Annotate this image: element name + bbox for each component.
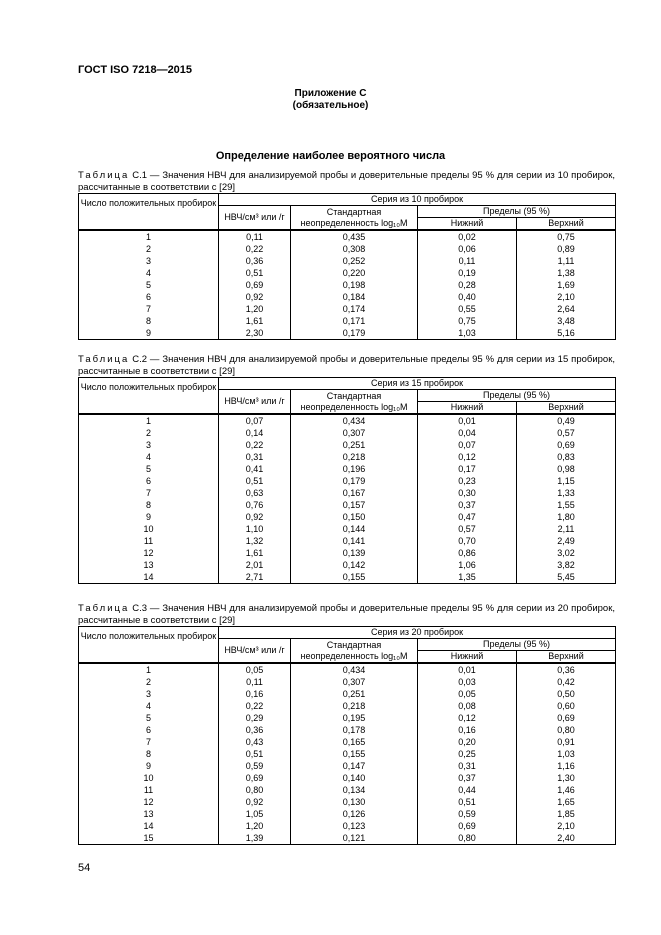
cell-mpn: 0,22 (219, 243, 291, 255)
cell-upper: 0,49 (517, 414, 616, 427)
cell-positives: 2 (79, 243, 219, 255)
cell-positives: 4 (79, 267, 219, 279)
cell-lower: 0,01 (418, 414, 517, 427)
cell-mpn: 2,71 (219, 571, 291, 584)
cell-mpn: 0,29 (219, 712, 291, 724)
cell-uncertainty: 0,142 (291, 559, 418, 571)
cell-positives: 5 (79, 463, 219, 475)
cell-lower: 0,06 (418, 243, 517, 255)
cell-positives: 9 (79, 327, 219, 340)
cell-upper: 0,57 (517, 427, 616, 439)
cell-upper: 0,60 (517, 700, 616, 712)
cell-lower: 0,37 (418, 499, 517, 511)
cell-lower: 0,04 (418, 427, 517, 439)
cell-positives: 15 (79, 832, 219, 845)
cell-uncertainty: 0,218 (291, 700, 418, 712)
header-limits: Пределы (95 %) (418, 639, 616, 651)
cell-mpn: 0,41 (219, 463, 291, 475)
cell-lower: 0,25 (418, 748, 517, 760)
header-upper: Верхний (517, 402, 616, 415)
cell-upper: 5,45 (517, 571, 616, 584)
cell-upper: 0,75 (517, 230, 616, 243)
cell-upper: 1,03 (517, 748, 616, 760)
cell-lower: 0,51 (418, 796, 517, 808)
cell-uncertainty: 0,184 (291, 291, 418, 303)
mpn-table (78, 193, 616, 340)
cell-lower: 0,80 (418, 832, 517, 845)
cell-uncertainty: 0,179 (291, 327, 418, 340)
cell-uncertainty: 0,155 (291, 748, 418, 760)
cell-positives: 10 (79, 772, 219, 784)
cell-lower: 1,03 (418, 327, 517, 340)
cell-upper: 1,55 (517, 499, 616, 511)
table-row (79, 547, 616, 559)
table-row (79, 303, 616, 315)
table-row (79, 663, 616, 676)
cell-uncertainty: 0,141 (291, 535, 418, 547)
cell-uncertainty: 0,218 (291, 451, 418, 463)
cell-positives: 7 (79, 487, 219, 499)
cell-lower: 1,35 (418, 571, 517, 584)
cell-lower: 0,03 (418, 676, 517, 688)
cell-uncertainty: 0,134 (291, 784, 418, 796)
cell-uncertainty: 0,307 (291, 676, 418, 688)
table-row (79, 772, 616, 784)
cell-uncertainty: 0,165 (291, 736, 418, 748)
cell-lower: 0,16 (418, 724, 517, 736)
cell-upper: 0,36 (517, 663, 616, 676)
cell-mpn: 0,14 (219, 427, 291, 439)
table-row (79, 230, 616, 243)
cell-positives: 4 (79, 451, 219, 463)
table-row (79, 571, 616, 584)
cell-positives: 3 (79, 255, 219, 267)
cell-positives: 8 (79, 315, 219, 327)
cell-upper: 0,69 (517, 712, 616, 724)
header-series: Серия из 20 пробирок (219, 627, 616, 639)
header-uncertainty: Стандартная неопределенность log₁₀M (291, 639, 418, 664)
table-row (79, 291, 616, 303)
cell-mpn: 1,32 (219, 535, 291, 547)
cell-uncertainty: 0,155 (291, 571, 418, 584)
cell-lower: 0,69 (418, 820, 517, 832)
cell-mpn: 0,92 (219, 511, 291, 523)
cell-upper: 1,15 (517, 475, 616, 487)
mpn-table (78, 377, 616, 584)
cell-mpn: 0,63 (219, 487, 291, 499)
cell-upper: 2,40 (517, 832, 616, 845)
table-row (79, 676, 616, 688)
cell-lower: 1,06 (418, 559, 517, 571)
cell-uncertainty: 0,195 (291, 712, 418, 724)
header-positives: Число положительных пробирок (79, 627, 219, 664)
annex-title: Приложение С (294, 88, 367, 99)
table-row (79, 315, 616, 327)
cell-positives: 1 (79, 663, 219, 676)
cell-positives: 3 (79, 688, 219, 700)
cell-mpn: 0,36 (219, 255, 291, 267)
table-row (79, 487, 616, 499)
cell-lower: 0,12 (418, 712, 517, 724)
table-row (79, 511, 616, 523)
cell-lower: 0,31 (418, 760, 517, 772)
cell-positives: 12 (79, 796, 219, 808)
cell-upper: 0,80 (517, 724, 616, 736)
cell-uncertainty: 0,179 (291, 475, 418, 487)
cell-positives: 7 (79, 303, 219, 315)
cell-mpn: 0,59 (219, 760, 291, 772)
cell-upper: 3,02 (517, 547, 616, 559)
cell-uncertainty: 0,434 (291, 663, 418, 676)
cell-uncertainty: 0,308 (291, 243, 418, 255)
table-row (79, 279, 616, 291)
table-row (79, 820, 616, 832)
cell-lower: 0,11 (418, 255, 517, 267)
cell-upper: 0,91 (517, 736, 616, 748)
table-row (79, 427, 616, 439)
page-number: 54 (78, 862, 91, 874)
header-mpn: НВЧ/см³ или /г (219, 206, 291, 231)
cell-mpn: 0,31 (219, 451, 291, 463)
cell-lower: 0,01 (418, 663, 517, 676)
cell-positives: 5 (79, 279, 219, 291)
cell-mpn: 0,22 (219, 439, 291, 451)
cell-mpn: 0,69 (219, 279, 291, 291)
annex-heading (0, 88, 661, 112)
cell-upper: 1,46 (517, 784, 616, 796)
cell-positives: 13 (79, 808, 219, 820)
cell-uncertainty: 0,307 (291, 427, 418, 439)
table-row (79, 327, 616, 340)
table-caption-text: С.2 — Значения НВЧ для анализируемой пробы и доверительные пределы 95 % для серии из 15 пробирок, рассчитанные в соответствии с [29] (78, 354, 615, 377)
cell-positives: 9 (79, 511, 219, 523)
cell-mpn: 1,61 (219, 547, 291, 559)
cell-lower: 0,70 (418, 535, 517, 547)
annex-status: (обязательное) (292, 100, 369, 111)
cell-mpn: 0,16 (219, 688, 291, 700)
cell-mpn: 1,20 (219, 820, 291, 832)
header-mpn: НВЧ/см³ или /г (219, 639, 291, 664)
cell-lower: 0,08 (418, 700, 517, 712)
cell-positives: 6 (79, 724, 219, 736)
cell-uncertainty: 0,123 (291, 820, 418, 832)
cell-upper: 1,80 (517, 511, 616, 523)
cell-upper: 1,85 (517, 808, 616, 820)
cell-upper: 2,10 (517, 291, 616, 303)
cell-lower: 0,02 (418, 230, 517, 243)
cell-positives: 11 (79, 784, 219, 796)
table-row (79, 439, 616, 451)
cell-lower: 0,55 (418, 303, 517, 315)
cell-positives: 2 (79, 676, 219, 688)
table-row (79, 784, 616, 796)
table-row (79, 243, 616, 255)
document-header: ГОСТ ISO 7218—2015 (78, 64, 193, 76)
table-row (79, 523, 616, 535)
header-upper: Верхний (517, 651, 616, 664)
cell-mpn: 0,76 (219, 499, 291, 511)
table-row (79, 451, 616, 463)
cell-upper: 3,48 (517, 315, 616, 327)
cell-mpn: 0,80 (219, 784, 291, 796)
cell-mpn: 1,20 (219, 303, 291, 315)
cell-lower: 0,59 (418, 808, 517, 820)
cell-mpn: 0,92 (219, 796, 291, 808)
cell-mpn: 1,61 (219, 315, 291, 327)
cell-upper: 1,65 (517, 796, 616, 808)
cell-lower: 0,20 (418, 736, 517, 748)
table-row (79, 463, 616, 475)
cell-lower: 0,07 (418, 439, 517, 451)
cell-upper: 0,89 (517, 243, 616, 255)
cell-upper: 5,16 (517, 327, 616, 340)
table-row (79, 688, 616, 700)
cell-upper: 1,33 (517, 487, 616, 499)
table-row (79, 832, 616, 845)
cell-uncertainty: 0,435 (291, 230, 418, 243)
cell-mpn: 0,11 (219, 676, 291, 688)
cell-positives: 3 (79, 439, 219, 451)
cell-positives: 1 (79, 230, 219, 243)
header-positives: Число положительных пробирок (79, 194, 219, 231)
header-limits: Пределы (95 %) (418, 206, 616, 218)
cell-lower: 0,23 (418, 475, 517, 487)
cell-upper: 1,38 (517, 267, 616, 279)
cell-uncertainty: 0,251 (291, 688, 418, 700)
header-series: Серия из 10 пробирок (219, 194, 616, 206)
header-uncertainty: Стандартная неопределенность log₁₀M (291, 390, 418, 415)
cell-positives: 5 (79, 712, 219, 724)
cell-uncertainty: 0,121 (291, 832, 418, 845)
cell-positives: 4 (79, 700, 219, 712)
cell-mpn: 1,10 (219, 523, 291, 535)
table-caption (78, 354, 615, 377)
cell-upper: 1,69 (517, 279, 616, 291)
cell-mpn: 0,11 (219, 230, 291, 243)
cell-uncertainty: 0,157 (291, 499, 418, 511)
table-row (79, 748, 616, 760)
cell-mpn: 2,01 (219, 559, 291, 571)
cell-uncertainty: 0,140 (291, 772, 418, 784)
table-row (79, 736, 616, 748)
cell-lower: 0,47 (418, 511, 517, 523)
header-lower: Нижний (418, 402, 517, 415)
cell-uncertainty: 0,126 (291, 808, 418, 820)
table-row (79, 535, 616, 547)
cell-positives: 8 (79, 499, 219, 511)
table-row (79, 700, 616, 712)
table-row (79, 808, 616, 820)
cell-uncertainty: 0,150 (291, 511, 418, 523)
cell-lower: 0,12 (418, 451, 517, 463)
cell-lower: 0,44 (418, 784, 517, 796)
cell-uncertainty: 0,167 (291, 487, 418, 499)
table-label: Таблица (78, 603, 130, 614)
cell-uncertainty: 0,174 (291, 303, 418, 315)
cell-upper: 0,69 (517, 439, 616, 451)
cell-mpn: 0,51 (219, 267, 291, 279)
cell-uncertainty: 0,130 (291, 796, 418, 808)
table-row (79, 760, 616, 772)
cell-lower: 0,05 (418, 688, 517, 700)
cell-upper: 0,83 (517, 451, 616, 463)
header-positives: Число положительных пробирок (79, 378, 219, 415)
cell-positives: 12 (79, 547, 219, 559)
table-row (79, 414, 616, 427)
table-row (79, 559, 616, 571)
cell-lower: 0,86 (418, 547, 517, 559)
cell-positives: 6 (79, 291, 219, 303)
cell-positives: 11 (79, 535, 219, 547)
mpn-table (78, 626, 616, 845)
header-lower: Нижний (418, 651, 517, 664)
cell-upper: 2,10 (517, 820, 616, 832)
cell-positives: 9 (79, 760, 219, 772)
table-caption-text: С.3 — Значения НВЧ для анализируемой пробы и доверительные пределы 95 % для серии из 20 пробирок, рассчитанные в соответствии с [29] (78, 603, 615, 626)
cell-uncertainty: 0,252 (291, 255, 418, 267)
cell-mpn: 0,43 (219, 736, 291, 748)
cell-upper: 3,82 (517, 559, 616, 571)
table-row (79, 712, 616, 724)
table-label: Таблица (78, 354, 130, 365)
table-row (79, 796, 616, 808)
cell-uncertainty: 0,178 (291, 724, 418, 736)
cell-uncertainty: 0,198 (291, 279, 418, 291)
cell-uncertainty: 0,196 (291, 463, 418, 475)
cell-uncertainty: 0,144 (291, 523, 418, 535)
cell-positives: 6 (79, 475, 219, 487)
cell-positives: 13 (79, 559, 219, 571)
table-row (79, 267, 616, 279)
cell-uncertainty: 0,434 (291, 414, 418, 427)
cell-uncertainty: 0,251 (291, 439, 418, 451)
table-caption-text: С.1 — Значения НВЧ для анализируемой пробы и доверительные пределы 95 % для серии из 10 пробирок, рассчитанные в соответствии с [29] (78, 170, 615, 193)
header-uncertainty: Стандартная неопределенность log₁₀M (291, 206, 418, 231)
cell-mpn: 2,30 (219, 327, 291, 340)
cell-mpn: 0,69 (219, 772, 291, 784)
cell-upper: 2,64 (517, 303, 616, 315)
cell-upper: 0,50 (517, 688, 616, 700)
cell-mpn: 0,22 (219, 700, 291, 712)
cell-lower: 0,37 (418, 772, 517, 784)
cell-lower: 0,40 (418, 291, 517, 303)
cell-lower: 0,57 (418, 523, 517, 535)
header-upper: Верхний (517, 218, 616, 231)
cell-uncertainty: 0,220 (291, 267, 418, 279)
section-title: Определение наиболее вероятного числа (215, 150, 446, 162)
header-limits: Пределы (95 %) (418, 390, 616, 402)
header-series: Серия из 15 пробирок (219, 378, 616, 390)
cell-lower: 0,17 (418, 463, 517, 475)
cell-lower: 0,75 (418, 315, 517, 327)
cell-upper: 1,30 (517, 772, 616, 784)
cell-positives: 7 (79, 736, 219, 748)
cell-upper: 1,16 (517, 760, 616, 772)
cell-mpn: 1,05 (219, 808, 291, 820)
cell-lower: 0,19 (418, 267, 517, 279)
header-mpn: НВЧ/см³ или /г (219, 390, 291, 415)
cell-lower: 0,28 (418, 279, 517, 291)
cell-uncertainty: 0,171 (291, 315, 418, 327)
cell-mpn: 0,05 (219, 663, 291, 676)
table-caption (78, 603, 615, 626)
cell-positives: 14 (79, 571, 219, 584)
cell-positives: 1 (79, 414, 219, 427)
cell-mpn: 1,39 (219, 832, 291, 845)
cell-upper: 2,11 (517, 523, 616, 535)
header-lower: Нижний (418, 218, 517, 231)
table-row (79, 724, 616, 736)
cell-positives: 14 (79, 820, 219, 832)
table-row (79, 255, 616, 267)
cell-mpn: 0,51 (219, 475, 291, 487)
cell-mpn: 0,92 (219, 291, 291, 303)
cell-upper: 2,49 (517, 535, 616, 547)
cell-positives: 10 (79, 523, 219, 535)
cell-uncertainty: 0,147 (291, 760, 418, 772)
cell-mpn: 0,07 (219, 414, 291, 427)
table-label: Таблица (78, 170, 130, 181)
cell-upper: 0,42 (517, 676, 616, 688)
cell-upper: 0,98 (517, 463, 616, 475)
cell-positives: 8 (79, 748, 219, 760)
table-row (79, 475, 616, 487)
cell-upper: 1,11 (517, 255, 616, 267)
cell-mpn: 0,36 (219, 724, 291, 736)
table-row (79, 499, 616, 511)
cell-uncertainty: 0,139 (291, 547, 418, 559)
cell-positives: 2 (79, 427, 219, 439)
cell-mpn: 0,51 (219, 748, 291, 760)
table-caption (78, 170, 615, 193)
cell-lower: 0,30 (418, 487, 517, 499)
